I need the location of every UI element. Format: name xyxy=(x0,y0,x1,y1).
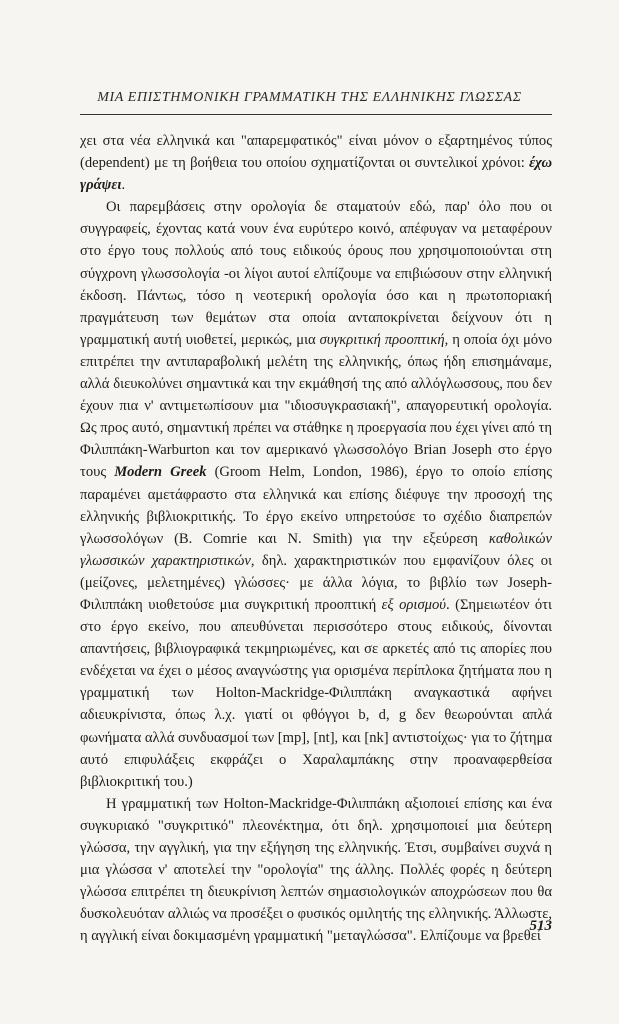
body-text xyxy=(80,130,552,947)
book-title: Modern Greek xyxy=(114,464,207,481)
paragraph-3-text-a: Η γραμματική των Holton-Mackridge-Φιλιππάκη αξιοποιεί επίσης και ένα συγκυριακό "συγκριτικό" πλεονέκτημα, ότι δηλ. χρησιμοποιεί μια δεύτερη γλώσσα, την αγγλική, για την εξήγηση της ελληνικής. Έτσι, συμβαίνει συχνά η μια γλώσσα ν' αποτελεί την "ορολογία" της άλλης. Πολλές φορές η δεύτερη γλώσσα επιτρέπει τη διευκρίνιση λεπτών σημασιολογικών αποχρώσεων που θα δυσκολευόταν αλλιώς να προσέξει ο φυσικός ομιλητής της ελληνικής. Άλλωστε, η αγγλική είναι δοκιμασμένη γραμματική "μεταγλώσσα". Ελπίζουμε να βρεθεί xyxy=(80,795,552,945)
paragraph-2-text-i: . (Σημειωτέον ότι στο έργο εκείνο, που απευθύνεται περισσότερο στους ειδικούς, δίνονται απαντήσεις, βιβλιογραφικά τεκμηριωμένες, και σε αρκετές από τις απορίες που ενδέχεται να έχει ο μέσος αναγνώστης για ορισμένα περίπλοκα ζητήματα που η γραμματική των Holton-Mackridge-Φιλιππάκη αναγκαστικά αφήνει αδιευκρίνιστα, όπως λ.χ. γιατί οι φθόγγοι b, d, g δεν θεωρούνται απλά φωνήματα αλλά συνδυασμοί των [mp], [nt], και [nk] αντιστοίχως· για το ζήτημα αυτό επιφυλάξεις εκφράζει ο Χαραλαμπάκης στην προαναφερθείσα βιβλιοκριτική του.) xyxy=(80,596,552,790)
paragraph-1 xyxy=(80,130,552,196)
example-verb-form: έχω γράψει xyxy=(80,155,552,194)
term-by-definition: εξ ορισμού xyxy=(381,596,446,613)
term-universal-features: καθολικών γλωσσικών χαρακτηριστικών xyxy=(80,530,552,569)
header-rule xyxy=(80,114,552,115)
paragraph-2-text-c: , η οποία όχι μόνο επιτρέπει την αντιπαραβολική μελέτη της ελληνικής, όπως ήδη επισημάναμε, αλλά διευκολύνει σημαντικά και την εκμάθησή της από αλλόγλωσσους, που δεν έχουν πια ν' αντιμετωπίσουν μια "ιδιοσυγκρασιακή", απαγορευτική ορολογία. Ως προς αυτό, σημαντική πρέπει να στάθηκε η προεργασία που έχει γίνει από τη Φιλιππάκη-Warburton και τον αμερικανό γλωσσολόγο Brian Joseph στο έργο τους xyxy=(80,331,552,481)
running-title: ΜΙΑ ΕΠΙΣΤΗΜΟΝΙΚΗ ΓΡΑΜΜΑΤΙΚΗ ΤΗΣ ΕΛΛΗΝΙΚΗΣ ΓΛΩΣΣΑΣ xyxy=(97,90,522,105)
page-number: 513 xyxy=(529,918,552,934)
paragraph-2-text-g: , δηλ. χαρακτηριστικών που εμφανίζουν όλες οι (μείζονες, μελετημένες) γλώσσες· με άλλα λόγια, το βιβλίο των Joseph-Φιλιππάκη υιοθετούσε μια συγκριτική προοπτική xyxy=(80,552,553,613)
paragraph-2-text-e: (Groom Helm, London, 1986), έργο το οποίο επίσης παραμένει αμετάφραστο στα ελληνικά και επίσης διέφυγε την προσοχή της ελληνικής βιβλιοκριτικής. Το έργο εκείνο υπηρετούσε το σχέδιο διαπρεπών γλωσσολόγων (B. Comrie και N. Smith) για την εξεύρεση xyxy=(80,464,552,547)
paragraph-2-text-a: Οι παρεμβάσεις στην ορολογία δε σταματούν εδώ, παρ' όλο που οι συγγραφείς, έχοντας κατά νουν ένα ευρύτερο κοινό, απέφυγαν να μεταφέρουν στο έργο τους πολλούς από τους ειδικούς όρους που χρησιμοποιούνται στη σύγχρονη γλωσσολογία -οι λίγοι αυτοί ελπίζουμε να επιβιώσουν στην ελληνική έκδοση. Πάντως, τόσο η νεοτερική ορολογία όσο και η πρωτοποριακή πραγμάτευση των θεμάτων στα οποία ανταποκρίνεται δείχνουν ότι η γραμματική αυτή υιοθετεί, μερικώς, μια xyxy=(80,199,552,348)
paragraph-1-text-c: . xyxy=(121,177,126,194)
paragraph-1-text-a: χει στα νέα ελληνικά και "απαρεμφατικός" είναι μόνον ο εξαρτημένος τύπος (dependent) με τη βοήθεια του οποίου σχηματίζονται οι συντελικοί χρόνοι: xyxy=(80,133,552,172)
paragraph-2 xyxy=(80,196,552,793)
term-comparative-perspective: συγκριτική προοπτική xyxy=(319,331,445,348)
